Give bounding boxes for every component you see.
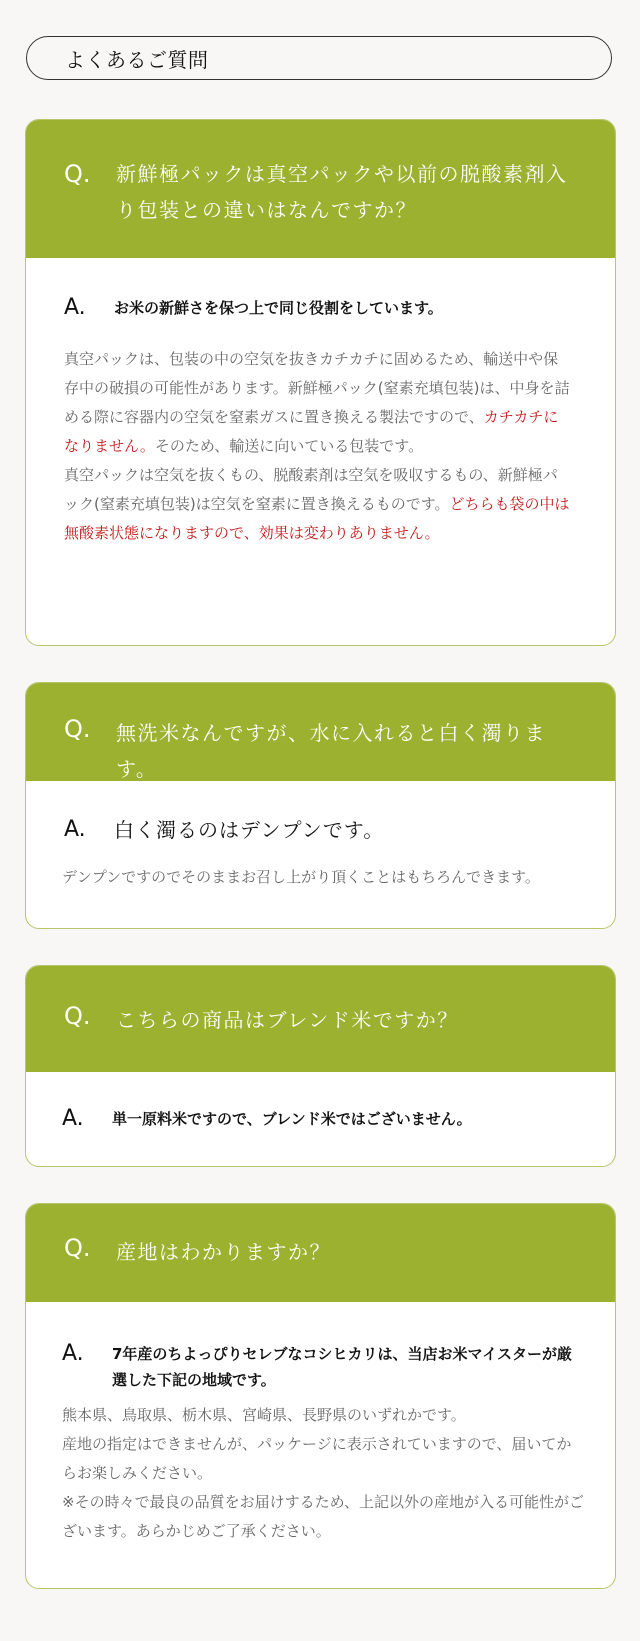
answer-row xyxy=(64,817,585,843)
faq-item-2 xyxy=(25,682,616,929)
question-mark: Q. xyxy=(64,715,91,743)
answer-block xyxy=(26,258,615,548)
answer-mark: A. xyxy=(62,1106,84,1131)
section-title xyxy=(26,36,612,80)
section-title-text: よくあるご質問 xyxy=(65,47,209,72)
answer-text: 7年産のちよっぴりセレブなコシヒカリは、当店お米マイスターが厳選した下記の地域です。 xyxy=(112,1345,572,1389)
answer-block xyxy=(26,1302,615,1546)
question-text: こちらの商品はブレンド米ですか？ xyxy=(116,1008,459,1032)
detail-line: 産地の指定はできませんが、パッケージに表示されていますので、届いてからお楽しみください。 xyxy=(62,1435,572,1482)
answer-mark: A. xyxy=(62,1341,84,1366)
answer-detail xyxy=(62,1401,585,1546)
faq-item-3 xyxy=(25,965,616,1167)
answer-block xyxy=(26,1072,615,1132)
answer-text: 白く濁るのはデンプンです。 xyxy=(114,818,385,842)
question-block[interactable] xyxy=(26,1204,615,1302)
question-text: 無洗米なんですが、水に入れると白く濁ります。 xyxy=(116,721,546,781)
detail-text: 真空パックは、包装の中の空気を抜きカチカチに固めるため、輸送中や保存中の破損の可能性があります。新鮮極パック(窒素充填包装)は、中身を詰める際に容器内の空気を窒素ガスに置き換える製法ですので、 xyxy=(64,350,570,426)
answer-detail xyxy=(64,345,571,548)
detail-highlight: カチカチになりません。 xyxy=(64,408,559,455)
answer-text: 単一原料米ですので、ブレンド米ではございません。 xyxy=(112,1110,472,1128)
question-block[interactable] xyxy=(26,966,615,1072)
question-mark: Q. xyxy=(64,1002,91,1030)
answer-mark: A. xyxy=(64,817,86,842)
answer-detail: デンプンですのでそのままお召し上がり頂くことはもちろんできます。 xyxy=(62,868,540,886)
question-text: 新鮮極パックは真空パックや以前の脱酸素剤入り包装との違いはなんですか？ xyxy=(116,162,568,222)
answer-mark: A. xyxy=(64,295,86,320)
faq-item-4 xyxy=(25,1203,616,1589)
answer-row xyxy=(62,1106,585,1132)
detail-line: 熊本県、鳥取県、栃木県、宮崎県、長野県のいずれかです。 xyxy=(62,1406,466,1424)
answer-row xyxy=(64,295,571,321)
question-text: 産地はわかりますか？ xyxy=(116,1240,331,1264)
question-mark: Q. xyxy=(64,1234,91,1262)
question-mark: Q. xyxy=(64,160,91,188)
detail-text: そのため、輸送に向いている包装です。 xyxy=(154,437,424,455)
detail-text: 真空パックは空気を抜くもの、脱酸素剤は空気を吸収するもの、新鮮極パック(窒素充填包装)は空気を窒素に置き換えるものです。 xyxy=(64,466,558,513)
detail-line: ※その時々で最良の品質をお届けするため、上記以外の産地が入る可能性がございます。あらかじめご了承ください。 xyxy=(62,1493,584,1540)
answer-block xyxy=(26,781,615,892)
question-block[interactable] xyxy=(26,120,615,258)
answer-row xyxy=(62,1341,585,1393)
detail-highlight: どちらも袋の中は無酸素状態になりますので、効果は変わりありません。 xyxy=(64,495,570,542)
faq-item-1 xyxy=(25,119,616,646)
answer-text: お米の新鮮さを保つ上で同じ役割をしています。 xyxy=(114,299,443,317)
question-block[interactable] xyxy=(26,683,615,781)
